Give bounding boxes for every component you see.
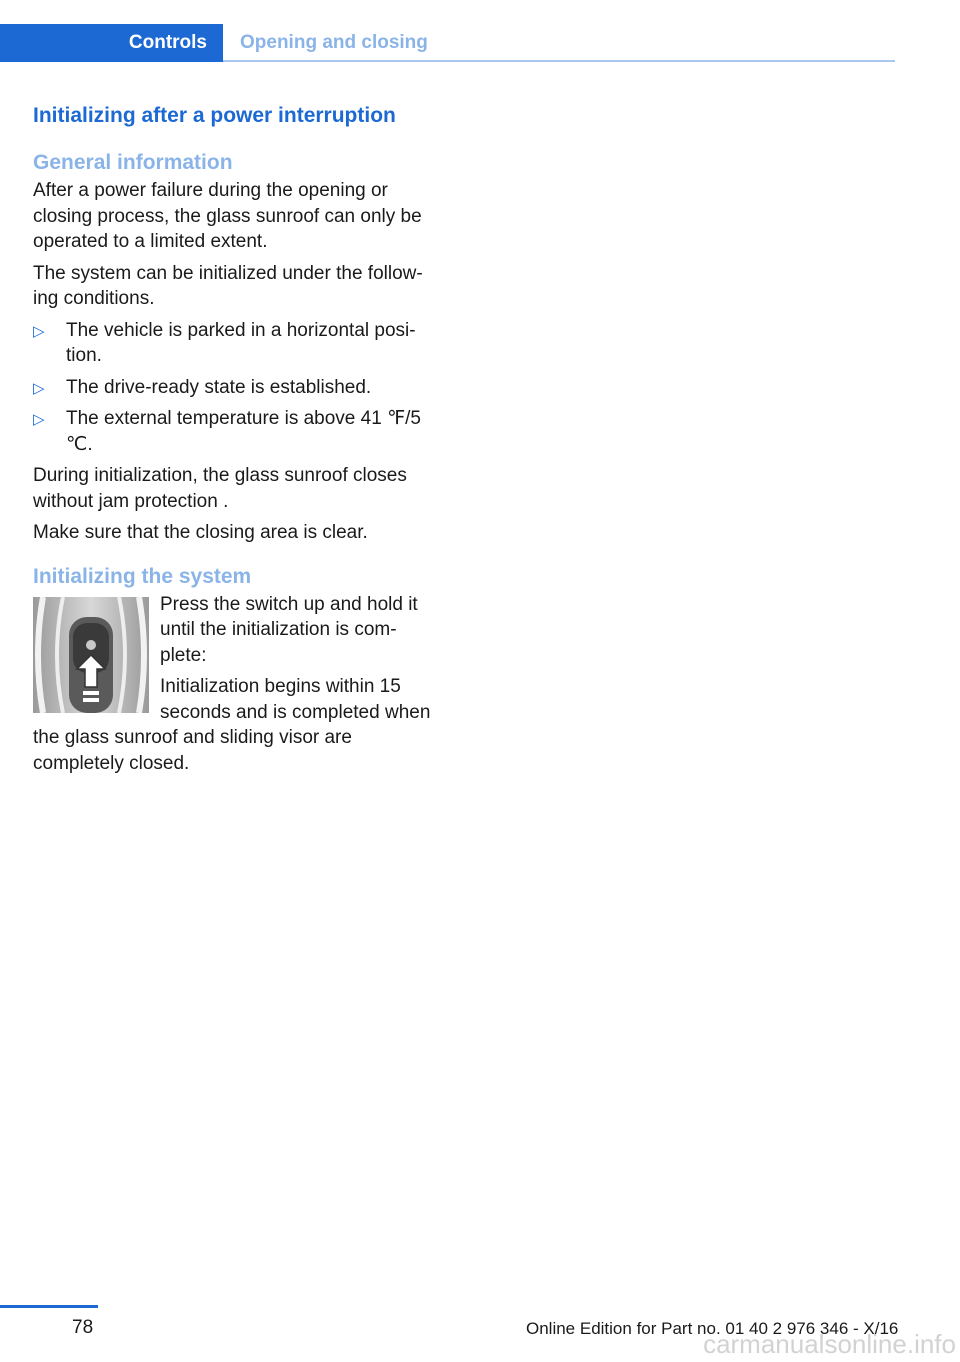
conditions-list (33, 318, 443, 458)
footer-rule (0, 1305, 98, 1308)
list-item (33, 318, 443, 369)
edition-note: Online Edition for Part no. 01 40 2 976 346 - X/16 (526, 1319, 899, 1338)
page-title: Initializing after a power interruption (33, 104, 396, 127)
paragraph-conditions-intro: The system can be initialized under the follow-ing conditions. (33, 262, 423, 309)
main-content (33, 100, 443, 776)
sunroof-switch-illustration (33, 597, 149, 713)
section-tab-label: Controls (128, 32, 207, 53)
paragraph-closing-area: Make sure that the closing area is clear. (33, 522, 368, 543)
list-item (33, 406, 443, 457)
list-item-text: The external temperature is above 41 ℉/5 ℃. (66, 408, 421, 455)
paragraph-init-begins: Initialization begins within 15 seconds and is completed when the glass sunroof and sliding visor are completely closed. (33, 676, 431, 774)
subsection-tab-label: Opening and closing (240, 32, 428, 53)
triangle-bullet-icon: ▷ (33, 322, 45, 340)
page-number: 78 (72, 1317, 94, 1338)
section-tab-controls[interactable] (0, 24, 223, 62)
list-item (33, 375, 443, 401)
watermark: carmanualsonline.info (703, 1329, 956, 1359)
paragraph-initialization: During initialization, the glass sunroof closes without jam protection . (33, 465, 407, 512)
header-rule (223, 60, 895, 62)
paragraph-press-switch: Press the switch up and hold it until the initialization is com-plete: (160, 593, 418, 666)
triangle-bullet-icon: ▷ (33, 379, 45, 397)
triangle-bullet-icon: ▷ (33, 411, 45, 428)
general-info-heading: General information (33, 151, 233, 174)
paragraph-power-failure: After a power failure during the opening or closing process, the glass sunroof can only be operated to a limited extent. (33, 180, 422, 252)
init-system-heading: Initializing the system (33, 564, 252, 588)
list-item-text: The vehicle is parked in a horizontal posi-tion. (66, 319, 416, 366)
list-item-text: The drive-ready state is established. (66, 376, 372, 398)
page-header (0, 0, 960, 62)
section-tab-opening-closing[interactable] (240, 24, 428, 62)
